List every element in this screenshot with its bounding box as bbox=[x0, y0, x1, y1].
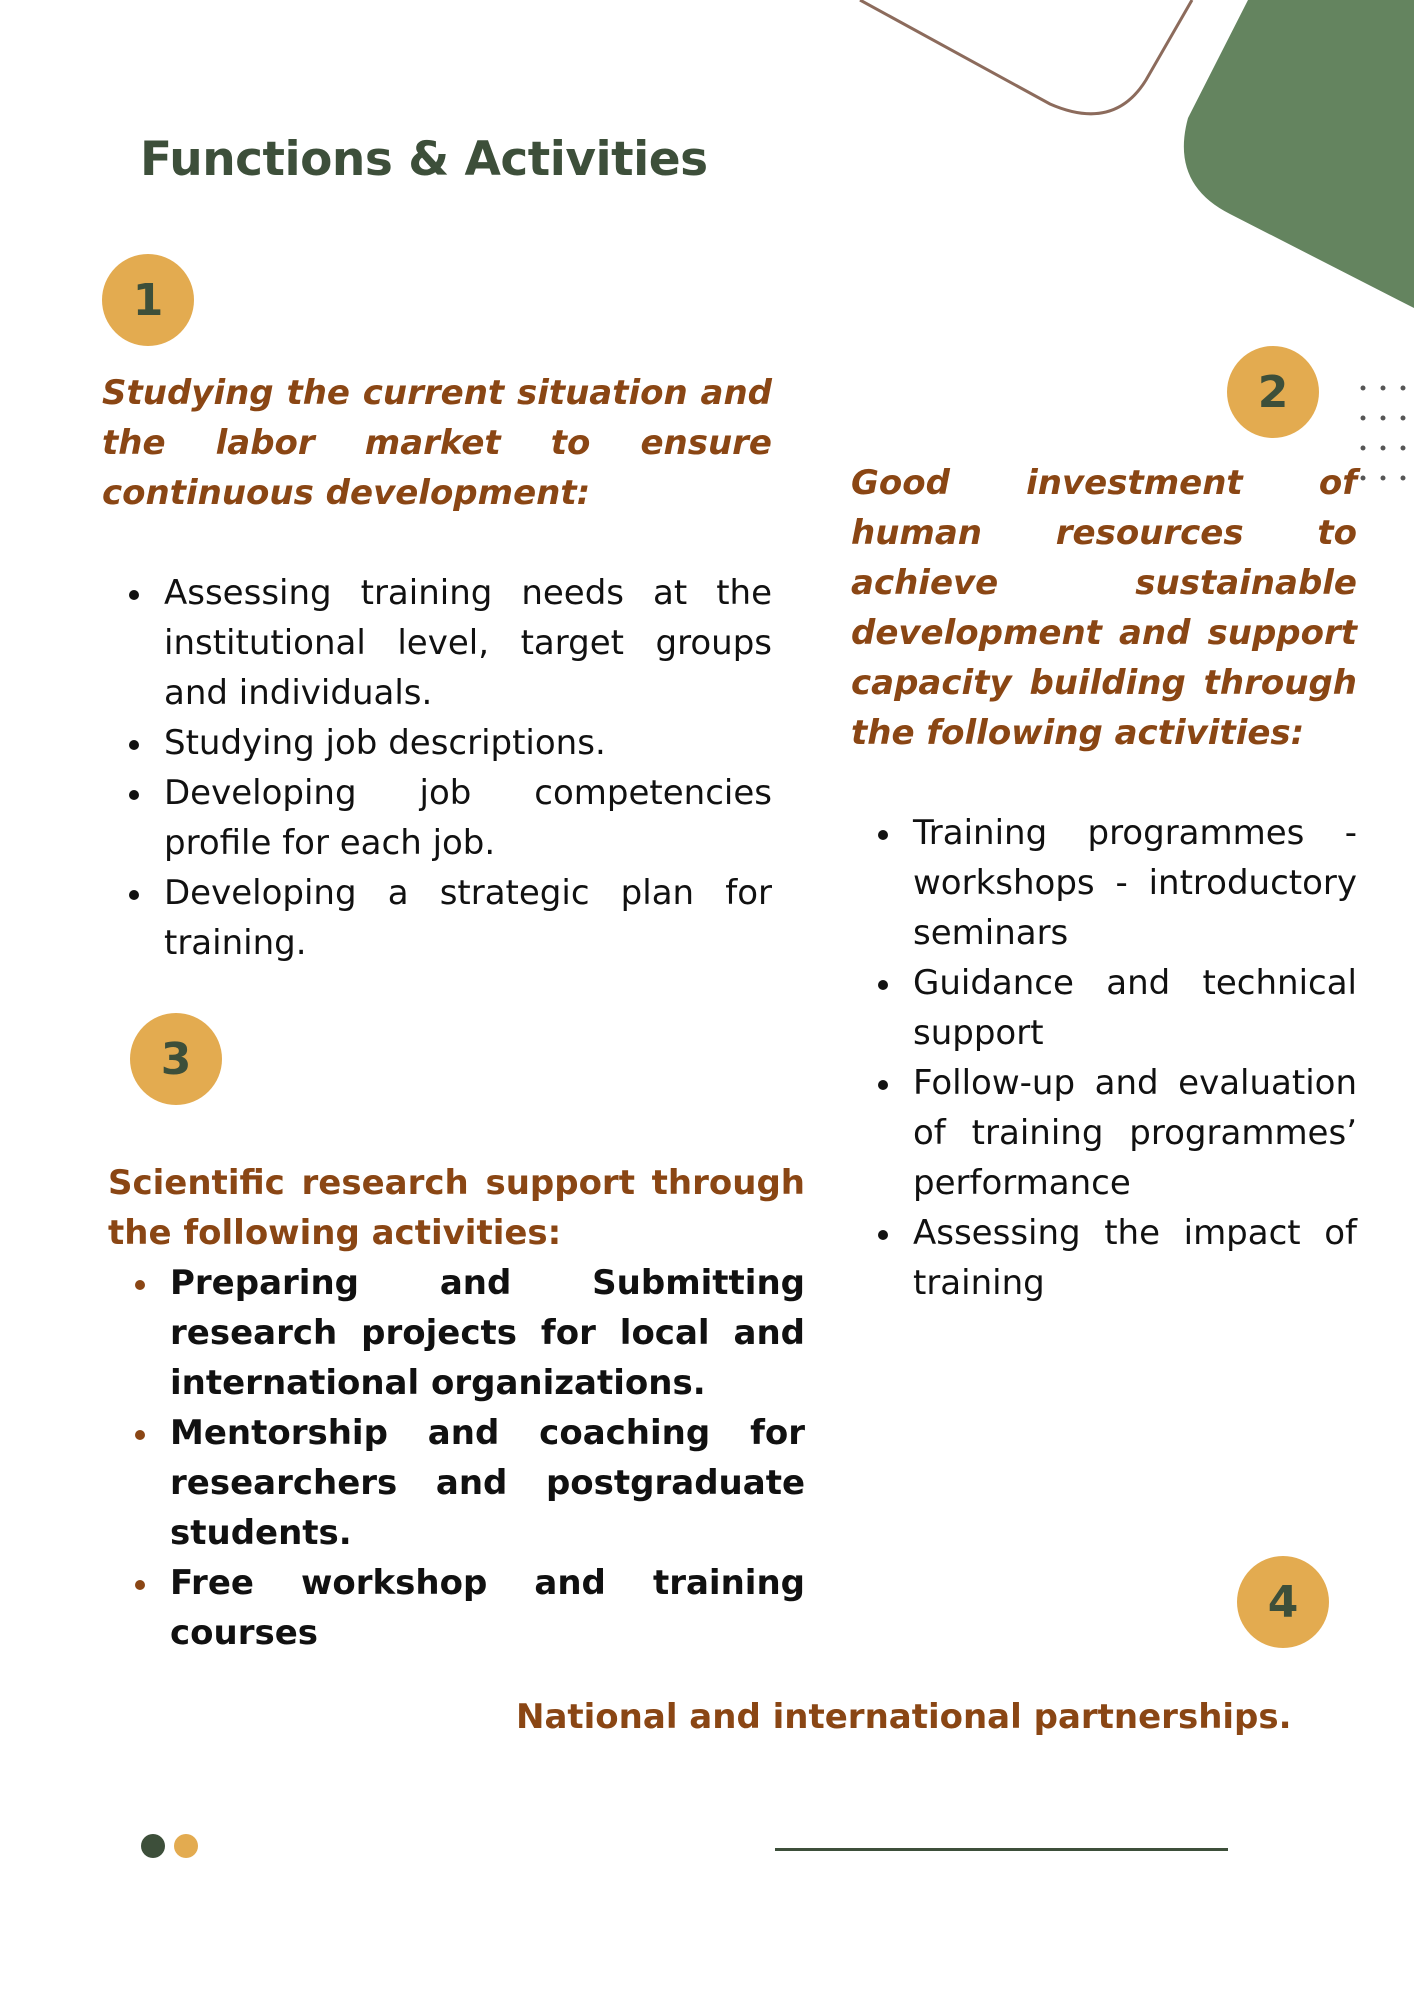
section-number-badge-1: 1 bbox=[102, 254, 194, 346]
section-heading-4: National and international partnerships. bbox=[516, 1697, 1292, 1737]
list-item: Training programmes - workshops - introductory seminars bbox=[851, 808, 1357, 958]
corner-outline-shape bbox=[860, 0, 1192, 114]
dot-grid-decoration bbox=[1361, 386, 1406, 481]
section-heading-3: Scientific research support through the following activities: bbox=[108, 1163, 805, 1253]
section-list-3 bbox=[108, 1258, 805, 1658]
list-item: Developing job competencies profile for each job. bbox=[102, 768, 772, 868]
section-list-2 bbox=[851, 808, 1357, 1308]
list-item: Studying job descriptions. bbox=[102, 718, 772, 768]
pager-dot-orange bbox=[174, 1834, 198, 1858]
pager-dot-dark bbox=[141, 1834, 165, 1858]
corner-green-shape bbox=[1184, 0, 1414, 308]
section-number-badge-4: 4 bbox=[1237, 1556, 1329, 1648]
list-item: Developing a strategic plan for training. bbox=[102, 868, 772, 968]
footer-divider-line bbox=[775, 1848, 1228, 1851]
list-item: Mentorship and coaching for researchers and postgraduate students. bbox=[108, 1408, 805, 1558]
list-item: Preparing and Submitting research projects for local and international organizations. bbox=[108, 1258, 805, 1408]
list-item: Free workshop and training courses bbox=[108, 1558, 805, 1658]
section-number-badge-3: 3 bbox=[130, 1013, 222, 1105]
section-list-1 bbox=[102, 568, 772, 968]
page-title: Functions & Activities bbox=[140, 132, 708, 187]
section-number-badge-2: 2 bbox=[1227, 346, 1319, 438]
section-heading-1: Studying the current situation and the labor market to ensure continuous development: bbox=[102, 373, 772, 513]
list-item: Assessing the impact of training bbox=[851, 1208, 1357, 1308]
section-heading-2: Good investment of human resources to achieve sustainable development and support capacity building through the following activities: bbox=[851, 463, 1357, 753]
list-item: Guidance and technical support bbox=[851, 958, 1357, 1058]
list-item: Follow-up and evaluation of training programmes’ performance bbox=[851, 1058, 1357, 1208]
list-item: Assessing training needs at the institutional level, target groups and individuals. bbox=[102, 568, 772, 718]
